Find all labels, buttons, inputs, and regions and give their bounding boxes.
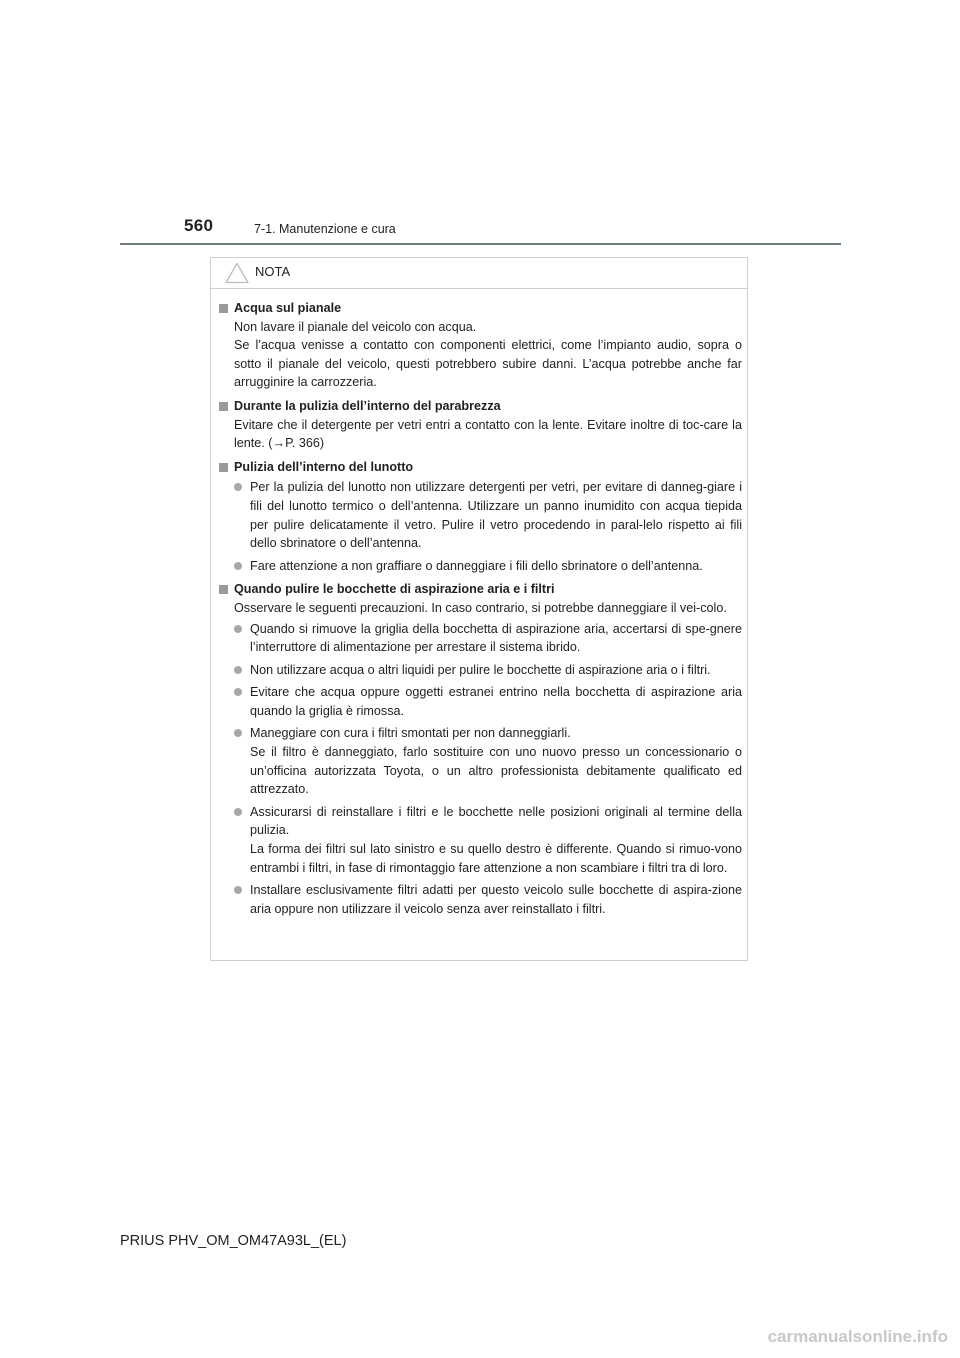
bullet-item <box>218 620 742 657</box>
note-paragraph: Se l’acqua venisse a contatto con componenti elettrici, come l’impianto audio, sopra o sotto il pianale del veicolo, questi potrebbero subire danni. L’acqua potrebbe anche far arrugginire la carrozzeria. <box>234 338 742 390</box>
note-paragraph: Non lavare il pianale del veicolo con acqua. <box>234 319 477 334</box>
note-body <box>211 289 747 918</box>
bullet-text: Non utilizzare acqua o altri liquidi per pulire le bocchette di aspirazione aria o i filtri. <box>250 662 711 677</box>
note-item-heading-text: Quando pulire le bocchette di aspirazione aria e i filtri <box>234 582 555 597</box>
note-item <box>218 397 742 453</box>
bullet-text: Maneggiare con cura i filtri smontati per non danneggiarli. Se il filtro è danneggiato, farlo sostituire con uno nuovo presso un concessionario o un’officina autorizzata Toyota, o un altro professionista debitamente qualificato ed attrezzato. <box>250 726 742 797</box>
note-item-heading <box>218 299 742 318</box>
note-box <box>210 257 748 961</box>
bullet-item <box>218 683 742 720</box>
note-item-heading <box>218 580 742 599</box>
note-item <box>218 580 742 918</box>
section-title: 7-1. Manutenzione e cura <box>254 222 396 236</box>
note-item <box>218 458 742 576</box>
note-item-heading <box>218 458 742 477</box>
round-bullet-icon <box>234 729 242 737</box>
round-bullet-icon <box>234 886 242 894</box>
page-number: 560 <box>184 216 214 235</box>
note-paragraph: Evitare che il detergente per vetri entri a contatto con la lente. Evitare inoltre di toc-care la lente. (→P. 366) <box>234 417 742 451</box>
square-bullet-icon <box>219 585 228 594</box>
header-divider <box>120 243 841 245</box>
square-bullet-icon <box>219 304 228 313</box>
note-title: NOTA <box>255 264 291 279</box>
bullet-item <box>218 881 742 918</box>
bullet-text: Installare esclusivamente filtri adatti per questo veicolo sulle bocchette di aspira-zione aria oppure non utilizzare il veicolo senza aver reinstallato i filtri. <box>250 883 742 916</box>
round-bullet-icon <box>234 808 242 816</box>
note-item-heading <box>218 397 742 416</box>
bullet-item <box>218 661 742 680</box>
bullet-item <box>218 557 742 576</box>
note-item-heading-text: Acqua sul pianale <box>234 301 342 315</box>
bullet-text: Assicurarsi di reinstallare i filtri e le bocchette nelle posizioni originali al termine della pulizia. La forma dei filtri sul lato sinistro e su quello destro è differente. Quando si rimuo-vono entrambi i filtri, in fase di rimontaggio fare attenzione a non scambiare i filtri tra di loro. <box>250 804 742 875</box>
note-item-heading-text: Durante la pulizia dell’interno del parabrezza <box>234 398 501 413</box>
square-bullet-icon <box>219 463 228 472</box>
watermark: carmanualsonline.info <box>767 1327 948 1346</box>
note-item-heading-text: Pulizia dell’interno del lunotto <box>234 459 414 474</box>
round-bullet-icon <box>234 666 242 674</box>
square-bullet-icon <box>219 402 228 411</box>
note-item <box>218 299 742 392</box>
bullet-item <box>218 724 742 798</box>
bullet-item <box>218 478 742 552</box>
bullet-text: Evitare che acqua oppure oggetti estranei entrino nella bocchetta di aspirazione aria quando la griglia è rimossa. <box>250 685 742 718</box>
bullet-text: Fare attenzione a non graffiare o danneggiare i fili dello sbrinatore o dell’antenna. <box>250 558 703 573</box>
round-bullet-icon <box>234 688 242 696</box>
round-bullet-icon <box>234 625 242 633</box>
note-paragraph: Osservare le seguenti precauzioni. In caso contrario, si potrebbe danneggiare il vei-colo. <box>234 600 727 615</box>
round-bullet-icon <box>234 562 242 570</box>
round-bullet-icon <box>234 483 242 491</box>
bullet-text: Quando si rimuove la griglia della bocchetta di aspirazione aria, accertarsi di spe-gnere l’interruttore di alimentazione per arrestare il sistema ibrido. <box>250 621 742 655</box>
warning-triangle-icon <box>225 262 249 284</box>
document-id: PRIUS PHV_OM_OM47A93L_(EL) <box>120 1233 347 1249</box>
note-header <box>211 258 747 289</box>
bullet-item <box>218 803 742 877</box>
bullet-text: Per la pulizia del lunotto non utilizzare detergenti per vetri, per evitare di danneg-giare i fili del lunotto termico o dell’antenna. Utilizzare un panno inumidito con acqua tiepida per pulire delicatamente il vetro. Pulire il vetro procedendo in paral-lelo rispetto ai fili dello sbrinatore o dell’antenna. <box>250 480 742 551</box>
